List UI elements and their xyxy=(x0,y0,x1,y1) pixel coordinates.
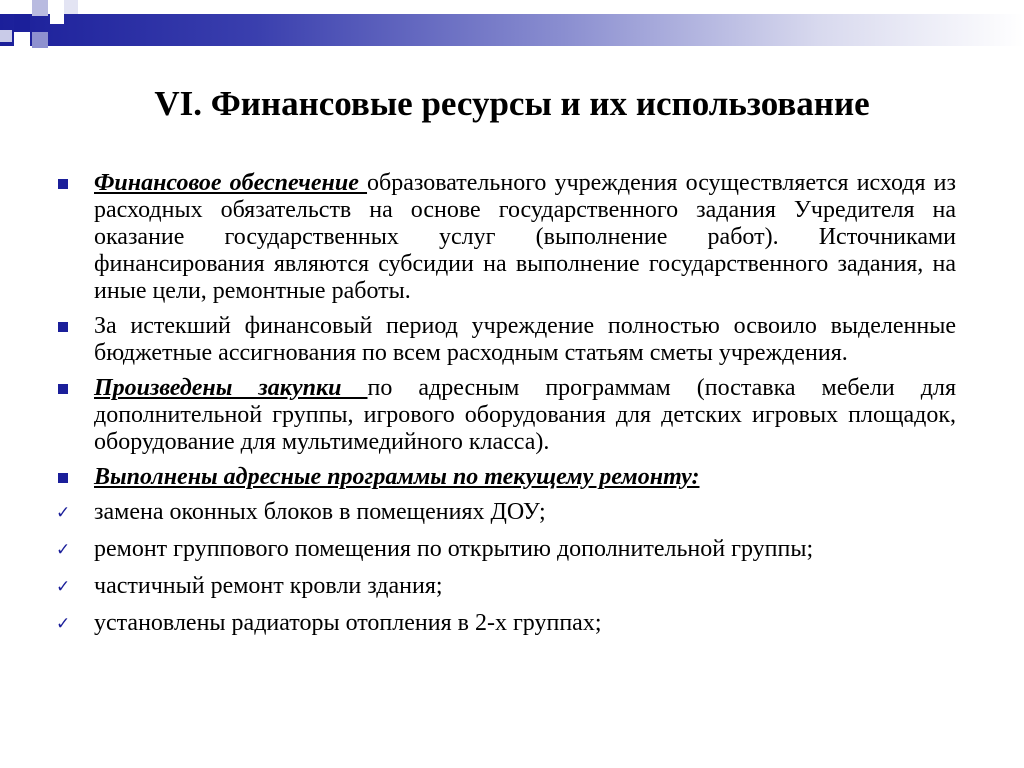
item-text: За истекший финансовый период учреждение полностью освоило выделенные бюджетные ассигнования по всем расходным статьям сметы учреждения. xyxy=(94,313,956,366)
check-item xyxy=(56,610,956,637)
check-mark-icon: ✓ xyxy=(56,540,71,560)
check-mark-icon: ✓ xyxy=(56,503,71,523)
check-mark-icon: ✓ xyxy=(56,577,71,597)
decor-square xyxy=(14,32,30,46)
decor-square xyxy=(32,32,48,48)
check-item xyxy=(56,573,956,600)
decor-square xyxy=(32,0,48,16)
bullet-item xyxy=(56,313,956,367)
item-lead: Финансовое обеспечение xyxy=(94,170,368,196)
decor-square xyxy=(50,10,64,24)
check-item xyxy=(56,499,956,526)
header-gradient-band xyxy=(0,14,1024,46)
square-bullet-icon xyxy=(58,384,68,394)
decor-square xyxy=(14,14,30,30)
decor-square xyxy=(64,0,78,14)
item-lead: Выполнены адресные программы по текущему ремонту: xyxy=(94,464,700,490)
square-bullet-icon xyxy=(58,179,68,189)
square-bullet-icon xyxy=(58,322,68,332)
bullet-item xyxy=(56,464,956,491)
item-text: по адресным программам (поставка мебели для дополнительной группы, игрового оборудования для детских игровых площадок, оборудование для мультимедийного класса). xyxy=(94,375,957,455)
square-bullet-icon xyxy=(58,473,68,483)
check-mark-icon: ✓ xyxy=(56,614,71,634)
bullet-item xyxy=(56,170,956,305)
check-item xyxy=(56,536,956,563)
check-text: частичный ремонт кровли здания; xyxy=(94,573,443,599)
bullet-item xyxy=(56,375,956,456)
slide-title: VI. Финансовые ресурсы и их использование xyxy=(154,84,870,123)
item-text: образовательного учреждения осуществляется исходя из расходных обязательств на основе государственного задания Учредителя на оказание государственных услуг (выполнение работ). Источниками финансирования являются субсидии на выполнение государственного задания, на иные цели, ремонтные работы. xyxy=(94,170,957,304)
slide-body xyxy=(56,170,956,647)
decor-square xyxy=(0,30,12,42)
check-text: замена оконных блоков в помещениях ДОУ; xyxy=(94,499,546,525)
check-text: установлены радиаторы отопления в 2-х группах; xyxy=(94,610,602,636)
check-text: ремонт группового помещения по открытию дополнительной группы; xyxy=(94,536,814,562)
item-lead: Произведены закупки xyxy=(94,375,368,401)
